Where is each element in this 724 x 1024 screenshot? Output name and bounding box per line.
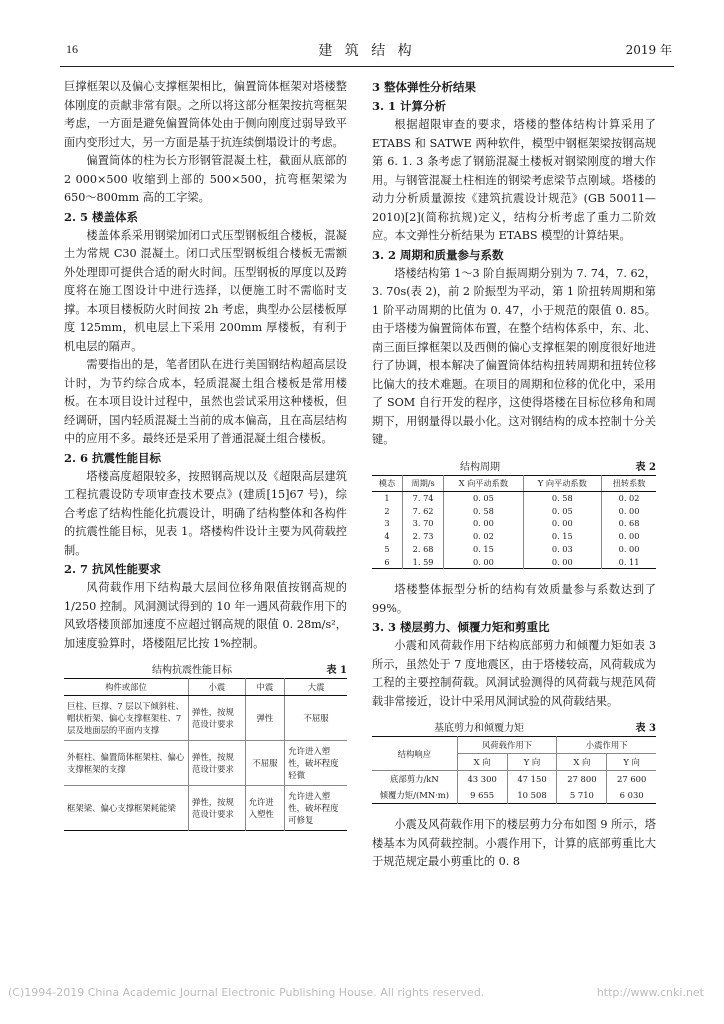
table-cell: 弹性 <box>245 696 285 741</box>
table-cell: 2 <box>372 504 402 517</box>
table-cell: 0. 00 <box>523 555 602 568</box>
table-header-row <box>372 737 656 754</box>
table-title: 基底剪力和倾覆力矩 <box>434 723 524 735</box>
base-shear-moment-table <box>372 736 656 804</box>
table-header-cell: Y 向 <box>507 754 557 771</box>
section-heading: 3. 3 楼层剪力、倾覆力矩和剪重比 <box>372 620 550 635</box>
table-cell: 5 710 <box>557 787 607 804</box>
table-row <box>372 543 656 556</box>
table-header-cell: 结构响应 <box>372 737 457 771</box>
copyright-text: (C)1994-2019 China Academic Journal Electronic Publishing House. All rights reserved. <box>8 986 485 999</box>
table-cell: 2. 73 <box>402 530 443 543</box>
paragraph: 巨撑框架以及偏心支撑框架相比，偏置筒体框架对塔楼整体刚度的贡献非常有限。之所以将这部分框架按抗弯框架考虑，一方面是避免偏置筒体处由于侧向刚度过弱导致平面内变形过大，另一方面是基于抗连续倒塌设计的考虑。 <box>64 80 347 149</box>
table-cell: 6 030 <box>619 790 644 801</box>
table-cell: 0. 15 <box>444 543 523 556</box>
table-cell: 倾覆力矩/(MN·m) <box>372 787 457 804</box>
table-cell: 0. 15 <box>523 530 602 543</box>
table-row <box>372 504 656 517</box>
table-cell: 允许进入塑性，破坏程度轻微 <box>285 741 347 786</box>
table-cell: 0. 03 <box>523 543 602 556</box>
table-caption <box>372 458 656 473</box>
page-header <box>60 30 674 67</box>
table-row <box>372 491 656 504</box>
table-cell: 7. 74 <box>402 491 443 504</box>
structural-period-table <box>372 475 656 570</box>
table-cell: 允许进入塑性，破坏程度可修复 <box>285 786 347 831</box>
table-row <box>64 696 347 741</box>
table-cell: 47 150 <box>507 771 557 788</box>
section-heading: 3. 2 周期和质量参与系数 <box>372 247 504 262</box>
table-cell: 0. 11 <box>618 556 640 567</box>
table-cell: 1. 59 <box>402 555 443 568</box>
table-row <box>372 530 656 543</box>
table-cell: 0. 05 <box>444 491 523 504</box>
paragraph: 需要指出的是，笔者团队在进行美国钢结构超高层设计时，为节约综合成本，轻质混凝土组合楼板是常用楼板。在本项目设计过程中，虽然也尝试采用这种楼板，但经调研，国内轻质混凝土当前的成本偏高，且在高层结构中的应用不多。最终还是采用了普通混凝土组合楼板。 <box>64 358 347 445</box>
paragraph: 根据超限审查的要求，塔楼的整体结构计算采用了 ETABS 和 SATWE 两种软件，模型中钢框架梁按钢高规第 6. 1. 3 条考虑了钢筋混凝土楼板对钢梁刚度的增大作用。与钢管混凝土柱相连的钢梁考虑梁节点刚域。塔楼的动力分析质量源按《建筑抗震设计规范》(GB 50011—2010)[2](简称抗规)定义，结构分析考虑了重力二阶效应。本文弹性分析结果为 ETABS 模型的计算结果。 <box>372 118 656 242</box>
table-cell: 不屈服 <box>245 741 285 786</box>
paragraph: 风荷载作用下结构最大层间位移角限值按钢高规的 1/250 控制。风洞测试得到的 10 年一遇风荷载作用下的风致塔楼顶部加速度不应超过钢高规的限值 0. 28m/s²，加速度验算时，塔楼阻尼比按 1%控制。 <box>64 581 347 650</box>
table-header-cell: 大震 <box>285 679 347 696</box>
table-caption <box>372 719 656 734</box>
table-header-cell: 扭转系数 <box>602 475 656 491</box>
table-header-cell: 模态 <box>372 475 402 491</box>
table-cell: 不屈服 <box>285 696 347 741</box>
section-heading: 3. 1 计算分析 <box>372 99 447 113</box>
table-cell: 0. 58 <box>523 491 602 504</box>
table-cell: 3. 70 <box>402 517 443 530</box>
table-cell: 外框柱、偏置筒体框架柱、偏心支撑框架的支撑 <box>64 741 189 786</box>
seismic-performance-table <box>64 678 347 831</box>
section-heading: 3 整体弹性分析结果 <box>372 80 477 94</box>
table-cell: 5 <box>372 543 402 556</box>
table-cell: 43 300 <box>457 771 507 788</box>
table-cell: 0. 05 <box>523 504 602 517</box>
copyright-footer <box>8 986 704 999</box>
table-header-cell: 小震 <box>189 679 246 696</box>
journal-title: 建 筑 结 构 <box>318 43 416 59</box>
paragraph: 偏置筒体的柱为长方形钢管混凝土柱，截面从底部的 2 000×500 收缩到上部的 500×500，抗弯框架梁为 650～800mm 高的工字梁。 <box>64 154 347 204</box>
table-row <box>64 741 347 786</box>
section-heading: 2. 5 楼盖体系 <box>64 209 139 224</box>
table-cell: 框架梁、偏心支撑框架耗能梁 <box>64 786 189 831</box>
table-header-cell: Y 向平动系数 <box>523 475 602 491</box>
table-title: 结构周期 <box>460 461 500 473</box>
section-heading: 2. 7 抗风性能要求 <box>64 562 162 576</box>
table-cell: 弹性，按规范设计要求 <box>189 696 246 741</box>
table-row <box>372 771 656 788</box>
paragraph: 塔楼整体振型分析的结构有效质量参与系数达到了 99%。 <box>372 583 656 615</box>
table-cell: 27 800 <box>557 771 607 788</box>
paragraph: 小震及风荷载作用下的楼层剪力分布如图 9 所示，塔楼基本为风荷载控制。小震作用下，计算的底部剪重比大于规范规定最小剪重比的 0. 8 <box>372 818 656 869</box>
table-row <box>372 517 656 530</box>
table-cell: 弹性，按规范设计要求 <box>189 741 246 786</box>
paragraph: 塔楼结构第 1～3 阶自振周期分别为 7. 74，7. 62，3. 70s(表 2)，前 2 阶振型为平动，第 1 阶扭转周期和第 1 阶平动周期的比值为 0. 47，小于规范的限值 0. 85。由于塔楼为偏置筒体布置，在整个结构体系中，东、北、南三面巨撑框架以及西侧的偏心支撑框架的刚度很好地进行了协调，根本解决了偏置筒体结构扭转周期和扭转位移比偏大的技术难题。在项目的周期和位移的优化中，采用了 SOM 自行开发的程序，这使得塔楼在目标位移角和周期下，用钢量得以最小化。这对钢结构的成本控制十分关键。 <box>372 266 656 446</box>
table-title: 结构抗震性能目标 <box>152 665 232 676</box>
table-cell: 3 <box>372 517 402 530</box>
table-cell: 7. 62 <box>402 504 443 517</box>
table-cell: 0. 00 <box>444 555 523 568</box>
table-header-cell: 风荷载作用下 <box>457 737 557 754</box>
section-heading: 2. 6 抗震性能目标 <box>64 450 162 465</box>
table-header-row <box>64 679 347 696</box>
table-cell: 0. 00 <box>618 531 640 542</box>
table-row <box>372 555 656 568</box>
table-header-row <box>372 475 656 491</box>
table-cell: 0. 00 <box>618 505 640 516</box>
cnki-link[interactable]: http://www.cnki.net <box>596 986 704 999</box>
table-row <box>372 787 656 804</box>
page-number: 16 <box>66 42 78 56</box>
right-column <box>372 78 656 872</box>
paragraph: 小震和风荷载作用下结构底部剪力和倾覆力矩如表 3 所示，虽然处于 7 度地震区，由于塔楼较高，风荷载成为工程的主要控制荷载。风洞试验测得的风荷载与规范风荷载非常接近，设计中采用风洞试验的风荷载结果。 <box>372 639 656 708</box>
table-cell: 0. 02 <box>444 530 523 543</box>
table-cell: 底部剪力/kN <box>372 771 457 788</box>
paragraph: 楼盖体系采用钢梁加闭口式压型钢板组合楼板，混凝土为常规 C30 混凝土。闭口式压型钢板组合楼板无需额外处理即可提供合适的耐火时间。压型钢板的厚度以及跨度将在施工图设计中进行选择，以便施工时不需临时支撑。本项目楼板防火时间按 2h 考虑，典型办公层楼板厚度 125mm，机电层上下采用 200mm 厚楼板，有利于机电层的隔声。 <box>64 228 347 353</box>
table-number: 表 1 <box>326 665 347 676</box>
table-header-cell: X 向 <box>557 754 607 771</box>
table-header-cell: X 向 <box>457 754 507 771</box>
table-header-cell: Y 向 <box>607 754 656 771</box>
table-cell: 允许进入塑性 <box>245 786 285 831</box>
table-cell: 9 655 <box>457 787 507 804</box>
table-cell: 6 <box>372 555 402 568</box>
table-cell: 巨柱、巨撑、7 层以下倾斜柱、帽状桁架、偏心支撑框架柱、7 层及地面层的平面内支撑 <box>64 696 189 741</box>
table-cell: 2. 68 <box>402 543 443 556</box>
table-row <box>64 786 347 831</box>
table-cell: 4 <box>372 530 402 543</box>
table-header-cell: 小震作用下 <box>557 737 656 754</box>
table-cell: 0. 68 <box>618 518 640 529</box>
table-header-cell: 构件或部位 <box>64 679 189 696</box>
paragraph: 塔楼高度超限较多，按照钢高规以及《超限高层建筑工程抗震设防专项审查技术要点》(建质[15]67 号)，综合考虑了结构性能化抗震设计，明确了结构整体和各构件的抗震性能目标，见表 1。塔楼构件设计主要为风荷载控制。 <box>64 469 347 557</box>
table-cell: 0. 00 <box>444 517 523 530</box>
table-header-cell: 周期/s <box>402 475 443 491</box>
table-number: 表 3 <box>635 723 656 735</box>
table-header-cell: 中震 <box>245 679 285 696</box>
table-cell: 弹性，按规范设计要求 <box>189 786 246 831</box>
table-cell: 27 600 <box>607 771 656 788</box>
table-cell: 0. 00 <box>618 544 640 555</box>
table-cell: 0. 02 <box>618 492 640 503</box>
table-header-cell: X 向平动系数 <box>444 475 523 491</box>
table-caption <box>64 661 347 676</box>
table-cell: 10 508 <box>507 787 557 804</box>
table-cell: 1 <box>372 491 402 504</box>
table-cell: 0. 58 <box>444 504 523 517</box>
table-cell: 0. 00 <box>523 517 602 530</box>
publication-year: 2019 年 <box>625 43 672 57</box>
left-column <box>64 78 347 831</box>
table-number: 表 2 <box>635 461 656 473</box>
